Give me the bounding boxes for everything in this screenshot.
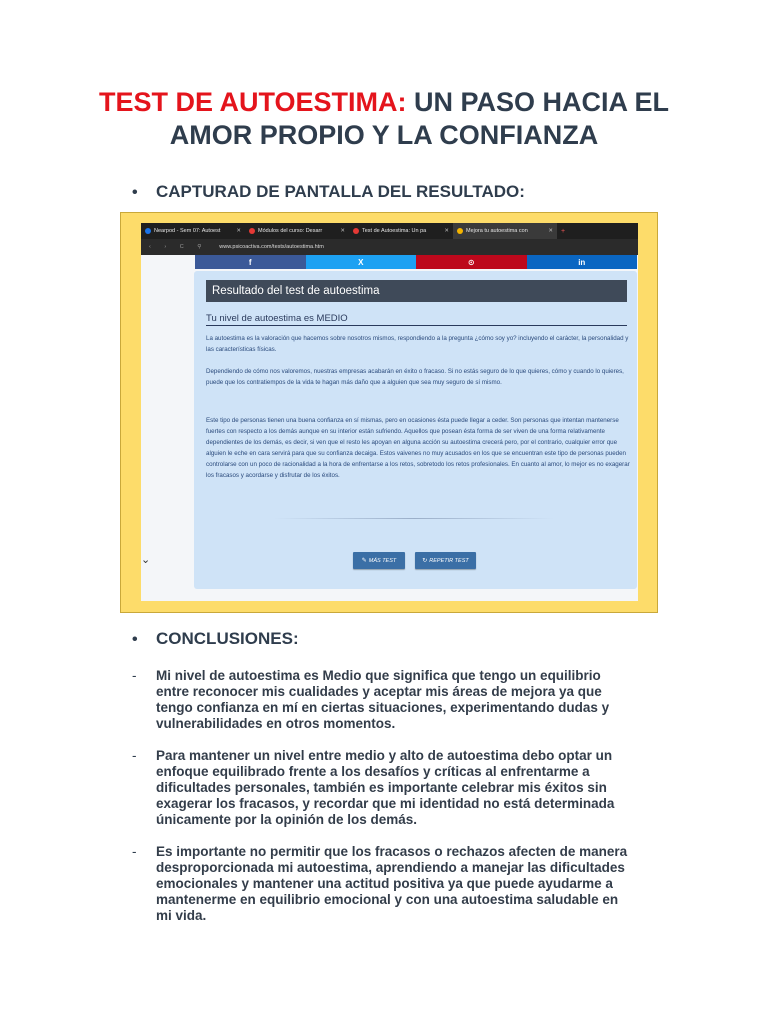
list-item bbox=[132, 748, 632, 828]
bullet-icon: • bbox=[132, 184, 138, 201]
section-conclusions-label: CONCLUSIONES: bbox=[156, 629, 299, 648]
refresh-icon: ↻ bbox=[422, 558, 428, 564]
nav-controls-icon[interactable]: ‹ › C ⚲ bbox=[149, 244, 208, 250]
browser-tab[interactable] bbox=[245, 223, 349, 239]
embedded-screenshot bbox=[141, 223, 638, 601]
title-highlight: TEST DE AUTOESTIMA: bbox=[98, 87, 407, 117]
x-icon: X bbox=[358, 257, 364, 267]
section-conclusions-heading bbox=[132, 629, 299, 649]
dash-marker: - bbox=[132, 844, 137, 859]
conclusion-text: Es importante no permitir que los fracasos o rechazos afecten de manera desproporcionada mi autoestima, aprendiendo a manejar las dificultades emocionales y mantener una actitud positiva ya que puede ayudarme a mantenerme en equilibrio emocional y con una autoestima saludable en mi vida. bbox=[156, 844, 628, 923]
section-screenshot-label: CAPTURAD DE PANTALLA DEL RESULTADO: bbox=[156, 182, 525, 201]
result-paragraph: La autoestima es la valoración que hacemos sobre nosotros mismos, respondiendo a la pregunta ¿cómo soy yo? incluyendo el carácter, la personalidad y las características físicas. bbox=[206, 335, 629, 353]
pinterest-share-button[interactable] bbox=[416, 255, 527, 269]
tab-close-icon[interactable]: ✕ bbox=[548, 228, 553, 234]
list-item bbox=[132, 668, 632, 732]
section-screenshot-heading bbox=[132, 182, 525, 202]
result-card bbox=[194, 271, 637, 589]
tab-close-icon[interactable]: ✕ bbox=[340, 228, 345, 234]
facebook-share-button[interactable] bbox=[195, 255, 306, 269]
conclusion-text: Para mantener un nivel entre medio y alto de autoestima debo optar un enfoque equilibrado frente a los desafíos y críticas al enfrentarme a dificultades personales, también es importante celebrar mis éxitos sin exagerar los fracasos, y recordar que mi identidad no está determinada únicamente por la opinión de los demás. bbox=[156, 748, 615, 827]
tab-label: Mejora tu autoestima con bbox=[466, 228, 528, 234]
pinterest-icon: ⊙ bbox=[467, 257, 475, 267]
tab-favicon-icon bbox=[145, 228, 151, 234]
linkedin-icon: in bbox=[578, 257, 586, 267]
browser-tab[interactable] bbox=[141, 223, 245, 239]
tab-close-icon[interactable]: ✕ bbox=[236, 228, 241, 234]
divider bbox=[274, 518, 554, 519]
dash-marker: - bbox=[132, 668, 137, 683]
tab-close-icon[interactable]: ✕ bbox=[444, 228, 449, 234]
dash-marker: - bbox=[132, 748, 137, 763]
edit-icon: ✎ bbox=[361, 558, 367, 564]
tab-favicon-icon bbox=[457, 228, 463, 234]
tab-favicon-icon bbox=[249, 228, 255, 234]
title-rest: UN PASO HACIA EL AMOR PROPIO Y LA CONFIANZA bbox=[169, 87, 670, 150]
result-card-heading: Resultado del test de autoestima bbox=[206, 280, 627, 302]
browser-tab[interactable] bbox=[349, 223, 453, 239]
browser-tab-active[interactable] bbox=[453, 223, 557, 239]
x-share-button[interactable] bbox=[306, 255, 417, 269]
repeat-test-button[interactable] bbox=[415, 552, 476, 569]
linkedin-share-button[interactable] bbox=[527, 255, 638, 269]
list-item bbox=[132, 844, 632, 924]
browser-address-bar bbox=[141, 239, 638, 255]
bullet-icon: • bbox=[132, 631, 138, 648]
result-level: Tu nivel de autoestima es MEDIO bbox=[206, 313, 627, 326]
tab-favicon-icon bbox=[353, 228, 359, 234]
result-paragraph: Este tipo de personas tienen una buena confianza en sí mismas, pero en ocasiones ésta puede llegar a ceder. Son personas que intentan mantenerse fuertes con respecto a los demás aunque en su interior están sufriendo. Aquellos que posean ésta forma de ser viven de una forma relativamente dependientes de los demás, es decir, si ven que el resto les apoyan en alguna acción su autoestima crecerá pero, por el contrario, cualquier error que alguien le eche en cara servirá para que su confianza decaiga. Estos vaivenes no muy acusados en los que se encuentran este tipo de personas pueden controlarse con un poco de racionalidad a la hora de enfrentarse a los retos, sobretodo los retos profesionales. En cuanto al amor, lo mejor es no exagerar los fracasos y acordarse y disfrutar de los éxitos. bbox=[206, 417, 630, 479]
repeat-test-label: REPETIR TEST bbox=[429, 557, 469, 564]
url-field[interactable]: www.psicoactiva.com/tests/autoestima.htm bbox=[219, 244, 324, 250]
browser-tab-bar bbox=[141, 223, 638, 239]
more-tests-button[interactable] bbox=[353, 552, 405, 569]
new-tab-icon[interactable]: + bbox=[561, 227, 566, 235]
facebook-icon: f bbox=[248, 257, 252, 267]
tab-label: Nearpod - Sem 07: Autoest bbox=[154, 228, 221, 234]
share-bar bbox=[195, 255, 637, 269]
tab-label: Test de Autoestima: Un pa bbox=[362, 228, 427, 234]
conclusions-list bbox=[132, 668, 632, 940]
page-title bbox=[60, 86, 708, 152]
chevron-down-icon[interactable]: ⌄ bbox=[141, 554, 151, 566]
result-paragraph: Dependiendo de cómo nos valoremos, nuestras empresas acabarán en éxito o fracaso. Si no estás seguro de lo que quieres, cómo y cuando lo quieres, puede que los contratiempos de la vida te hagan más daño que a alguien que sea muy seguro de sí mismo. bbox=[206, 368, 624, 386]
tab-label: Módulos del curso: Desarr bbox=[258, 228, 323, 234]
conclusion-text: Mi nivel de autoestima es Medio que significa que tengo un equilibrio entre reconocer mis cualidades y aceptar mis áreas de mejora ya que tengo confianza en mí en ciertas situaciones, experimentando dudas y vulnerabilidades en otros momentos. bbox=[156, 668, 610, 731]
more-tests-label: MÁS TEST bbox=[368, 557, 397, 564]
